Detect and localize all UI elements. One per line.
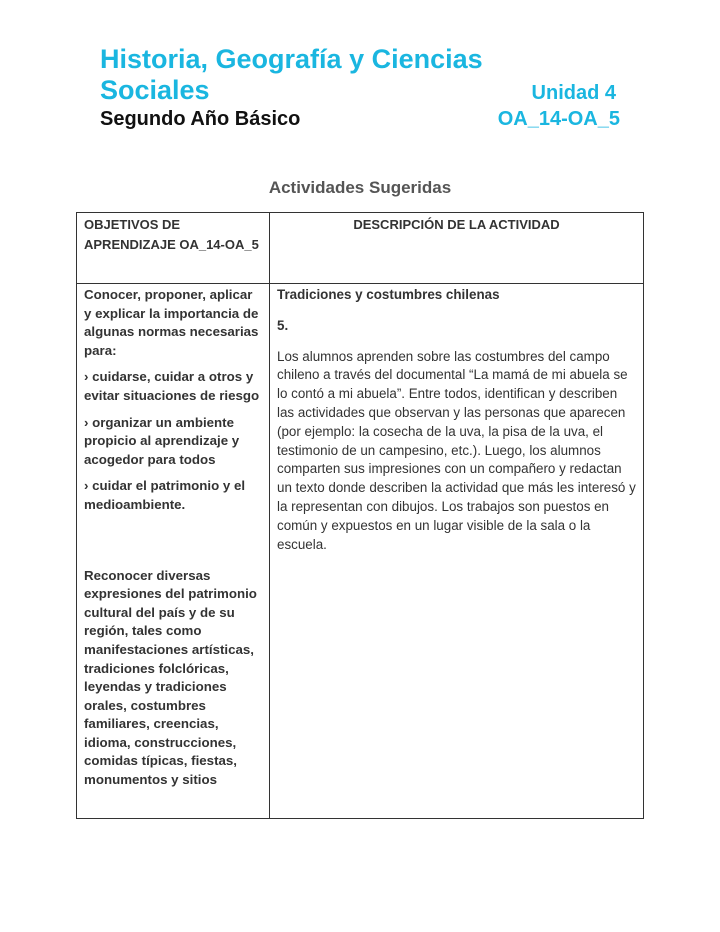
- activity-cell: [270, 284, 644, 819]
- objective-text: › cuidarse, cuidar a otros y evitar situaciones de riesgo: [84, 369, 260, 403]
- grade-title: Segundo Año Básico: [100, 108, 301, 130]
- objective-text: Reconocer diversas expresiones del patrimonio cultural del país y de su región, tales como manifestaciones artísticas, tradiciones folclóricas, leyendas y tradiciones orales, costumbres familiares, creencias, idioma, construcciones, comidas típicas, fiestas, monumentos y sitios: [84, 567, 257, 788]
- subject-title: Historia, Geografía y Ciencias Sociales: [100, 44, 483, 105]
- activity-title: Tradiciones y costumbres chilenas: [277, 287, 500, 302]
- activity-description: Los alumnos aprenden sobre las costumbres del campo chileno a través del documental “La mamá de mi abuela se lo contó a mi abuela”. Entre todos, identifican y describen las actividades que observan y las personas que aparecen (por ejemplo: la cosecha de la uva, la pisa de la uva, el testimonio de un campesino, etc.). Luego, los alumnos comparten sus impresiones con un compañero y redactan un texto donde describen la actividad que más les interesó y la representan con dibujos. Los trabajos son puestos en común y expuestos en un lugar visible de la sala o la escuela.: [277, 348, 636, 552]
- oa-label: OA_14-OA_5: [497, 108, 620, 130]
- section-title: Actividades Sugeridas: [268, 178, 452, 197]
- objective-text: › cuidar el patrimonio y el medioambiente.: [84, 478, 246, 512]
- unit-label: Unidad 4: [531, 82, 616, 104]
- objective-text: › organizar un ambiente propicio al aprendizaje y acogedor para todos: [84, 414, 240, 467]
- description-header: DESCRIPCIÓN DE LA ACTIVIDAD: [270, 213, 644, 284]
- objectives-header: OBJETIVOS DE APRENDIZAJE OA_14-OA_5: [77, 213, 270, 284]
- objective-text: Conocer, proponer, aplicar y explicar la importancia de algunas normas necesarias para:: [84, 287, 259, 358]
- activity-number: 5.: [277, 317, 289, 333]
- activities-table: [76, 212, 644, 819]
- objectives-cell: [77, 284, 270, 819]
